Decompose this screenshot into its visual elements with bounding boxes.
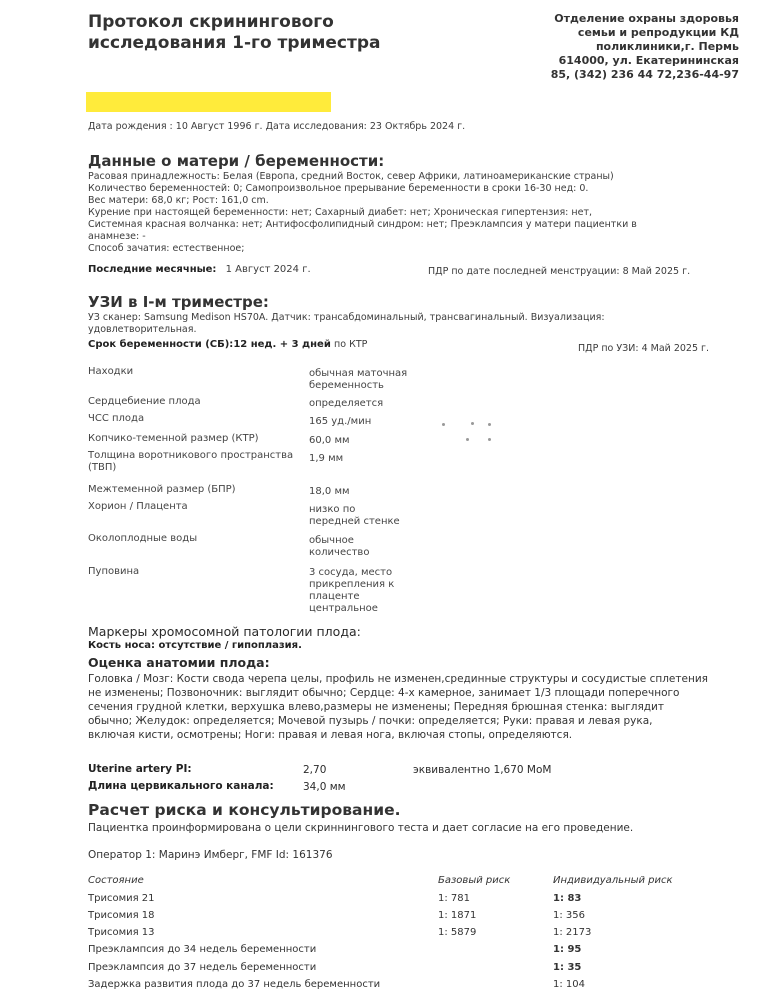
mother-line: Расовая принадлежность: Белая (Европа, средний Восток, север Африки, латиноамериканские страны) [88,171,614,182]
risk-base: 1: 5879 [438,927,477,938]
risk-individual: 1: 2173 [553,927,592,938]
scanner-line: удовлетворительная. [88,324,197,335]
risk-heading: Расчет риска и консультирование. [88,801,401,819]
mother-line: Количество беременностей: 0; Самопроизвольное прерывание беременности в сроки 16-30 нед: 0. [88,183,589,194]
title-line-2: исследования 1-го триместра [88,33,381,53]
ga-suffix: по КТР [334,339,368,350]
anatomy-line: включая кисти, осмотрены; Ноги: правая и левая нога, включая стопы, определяются. [88,729,573,741]
scan-mark [442,423,445,426]
mother-line: Способ зачатия: естественное; [88,243,245,254]
risk-individual: 1: 35 [553,962,582,973]
risk-condition: Трисомия 13 [88,927,155,938]
finding-label: Хорион / Плацента [88,501,188,512]
addr-line: 614000, ул. Екатерининская [558,54,739,67]
lmp-label: Последние месячные: [88,264,217,275]
addr-line: поликлиники,г. Пермь [595,40,739,53]
uterine-pi-value: 2,70 [303,764,327,776]
markers-heading: Маркеры хромосомной патологии плода: [88,624,361,639]
risk-individual: 1: 104 [553,979,585,990]
anatomy-line: Головка / Мозг: Кости свода черепа целы, профиль не изменен,срединные структуры и сосудистые сплетения [88,673,708,685]
scan-mark [466,438,469,441]
addr-line: 85, (342) 236 44 72,236-44-97 [550,68,739,81]
finding-label: Пуповина [88,566,140,577]
anatomy-line: не изменены; Позвоночник: выглядит обычно; Сердце: 4-х камерное, занимает 1/3 площади поперечного [88,687,680,699]
mother-line: Системная красная волчанка: нет; Антифосфолипидный синдром: нет; Преэклампсия у матери пациентки в [88,219,637,230]
ultrasound-heading: УЗИ в I-м триместре: [88,293,269,311]
col-base-risk: Базовый риск [438,875,511,886]
edd-lmp: ПДР по дате последней менструации: 8 Май 2025 г. [428,266,691,277]
redacted-name-highlight [86,92,331,112]
consent-text: Пациентка проинформирована о цели скриннингового теста и дает согласие на его проведение. [88,822,634,834]
cervix-value: 34,0 мм [303,781,346,793]
anatomy-line: сечения грудной клетки, верхушка влево,размеры не изменены; Передняя брюшная стенка: выглядит [88,701,664,713]
title-line-1: Протокол скринингового [88,12,334,32]
clinic-address [551,12,739,82]
uterine-pi-label: Uterine artery PI: [88,763,192,775]
risk-base: 1: 781 [438,893,470,904]
cervix-label: Длина цервикального канала: [88,780,274,792]
ga-label: Срок беременности (СБ): [88,339,234,350]
dates-line: Дата рождения : 10 Август 1996 г. Дата исследования: 23 Октябрь 2024 г. [88,121,466,132]
mother-heading: Данные о матери / беременности: [88,152,385,170]
scan-mark [488,423,491,426]
finding-value: 165 уд./мин [309,416,372,427]
risk-condition: Задержка развития плода до 37 недель беременности [88,979,381,990]
risk-condition: Трисомия 21 [88,893,155,904]
finding-value: обычная маточная беременность [309,368,408,391]
risk-individual: 1: 356 [553,910,585,921]
risk-condition: Преэклампсия до 34 недель беременности [88,944,317,955]
mother-details [88,171,637,255]
finding-label: Копчико-теменной размер (КТР) [88,433,259,444]
anatomy-text [88,672,708,742]
finding-value: 3 сосуда, место прикрепления к плаценте центральное [309,567,395,614]
uterine-pi-mom: эквивалентно 1,670 MoM [413,764,552,776]
scanner-info [88,312,605,336]
finding-label: Толщина воротникового пространства (ТВП) [88,450,294,473]
document-title [88,12,380,54]
nasal-bone: Кость носа: отсутствие / гипоплазия. [88,640,302,651]
finding-value: 18,0 мм [309,486,350,497]
risk-condition: Трисомия 18 [88,910,155,921]
mother-line: Вес матери: 68,0 кг; Рост: 161,0 cm. [88,195,269,206]
risk-base: 1: 1871 [438,910,477,921]
finding-value: 60,0 мм [309,435,350,446]
risk-individual: 1: 95 [553,944,582,955]
finding-label: Находки [88,366,134,377]
scanner-line: УЗ сканер: Samsung Medison HS70A. Датчик: трансабдоминальный, трансвагинальный. Визуализация: [88,312,605,323]
finding-value: определяется [309,398,384,409]
operator-info: Оператор 1: Маринэ Имберг, FMF Id: 161376 [88,849,333,861]
finding-label: ЧСС плода [88,413,145,424]
finding-value: 1,9 мм [309,453,344,464]
ga-value: 12 нед. + 3 дней [233,339,331,350]
risk-individual: 1: 83 [553,893,582,904]
addr-line: семьи и репродукции КД [577,26,739,39]
anatomy-line: обычно; Желудок: определяется; Мочевой пузырь / почки: определяется; Руки: правая и левая рука, [88,715,653,727]
col-condition: Состояние [88,875,144,886]
finding-value: обычное количество [309,535,370,558]
anatomy-heading: Оценка анатомии плода: [88,655,270,670]
mother-line: Курение при настоящей беременности: нет; Сахарный диабет: нет; Хроническая гипертензия: нет, [88,207,593,218]
addr-line: Отделение охраны здоровья [554,12,739,25]
gestational-age-row [88,339,367,351]
mother-line: анамнезе: - [88,231,146,242]
finding-label: Межтеменной размер (БПР) [88,484,236,495]
lmp-row [88,264,311,276]
col-individual-risk: Индивидуальный риск [553,875,673,886]
scan-mark [471,422,474,425]
lmp-value: 1 Август 2024 г. [225,264,311,275]
finding-value: низко по передней стенке [309,504,400,527]
scan-mark [488,438,491,441]
edd-us: ПДР по УЗИ: 4 Май 2025 г. [578,343,710,354]
finding-label: Сердцебиение плода [88,396,201,407]
risk-condition: Преэклампсия до 37 недель беременности [88,962,317,973]
finding-label: Околоплодные воды [88,533,198,544]
